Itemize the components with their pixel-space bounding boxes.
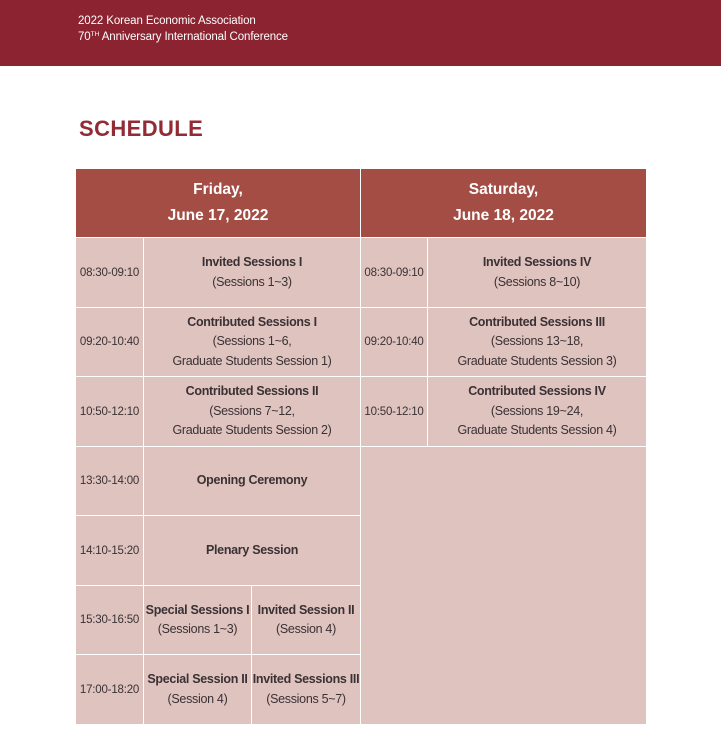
saturday-slot-2-time: 09:20-10:40 [364, 336, 424, 348]
row-divider [76, 307, 646, 308]
friday-slot-6-time: 15:30-16:50 [79, 614, 140, 626]
friday-slot-6-session-left [144, 586, 251, 654]
friday-slot-1-session [144, 238, 360, 307]
saturday-header-date: June 18, 2022 [453, 207, 554, 224]
session-detail: (Sessions 13~18, [490, 334, 584, 349]
session-title: Invited Sessions IV [482, 255, 592, 269]
row-divider [76, 585, 360, 586]
friday-slot-5-session [144, 516, 360, 585]
banner-line-2 [78, 31, 288, 43]
friday-header [76, 169, 360, 237]
saturday-slot-3-session [428, 377, 646, 446]
session-detail: (Session 4) [276, 622, 336, 636]
saturday-header-day: Saturday, [468, 181, 539, 198]
banner-line-2-text: Anniversary International Conference [99, 31, 288, 43]
friday-slot-3-time: 10:50-12:10 [79, 405, 140, 418]
session-title: Contributed Sessions II [185, 384, 319, 399]
header-divider [76, 237, 646, 238]
session-detail: Graduate Students Session 3) [457, 353, 617, 368]
session-title: Special Session II [147, 672, 248, 686]
session-detail: (Session 4) [167, 691, 228, 706]
session-detail: Graduate Students Session 2) [172, 423, 332, 438]
session-detail: (Sessions 8~10) [493, 274, 581, 289]
friday-slot-7-session-left [144, 655, 251, 724]
friday-slot-2-time: 09:20-10:40 [79, 336, 140, 348]
friday-slot-1-time: 08:30-09:10 [79, 266, 140, 279]
session-title: Special Sessions I [145, 602, 250, 617]
banner-ordinal-suffix: TH [90, 31, 100, 38]
session-title: Contributed Sessions III [469, 314, 605, 329]
friday-header-day: Friday, [193, 181, 243, 198]
banner-anniversary-number: 70 [78, 31, 91, 43]
saturday-time-divider [427, 238, 428, 446]
banner-line-1: 2022 Korean Economic Association [78, 15, 256, 27]
saturday-slot-1-time: 08:30-09:10 [364, 266, 424, 279]
friday-slot-5-time: 14:10-15:20 [79, 544, 140, 557]
session-detail: (Sessions 1~6, [212, 334, 292, 349]
friday-slot-4-session [144, 447, 360, 515]
saturday-header [361, 169, 646, 237]
session-detail: (Sessions 5~7) [266, 691, 346, 706]
session-detail: (Sessions 7~12, [209, 403, 295, 418]
session-title: Plenary Session [205, 542, 299, 557]
row-divider [76, 376, 646, 377]
session-title: Invited Sessions I [201, 255, 303, 269]
session-detail: Graduate Students Session 4) [457, 423, 617, 438]
friday-header-date: June 17, 2022 [167, 207, 269, 224]
page-title: SCHEDULE [79, 116, 204, 141]
session-detail: Graduate Students Session 1) [172, 353, 332, 368]
schedule-table [76, 169, 646, 724]
friday-slot-4-time: 13:30-14:00 [79, 475, 140, 487]
session-detail: (Sessions 1~3) [157, 622, 238, 636]
session-title: Contributed Sessions I [187, 314, 317, 329]
friday-slot-2-session [144, 308, 360, 376]
session-detail: (Sessions 19~24, [490, 403, 584, 418]
session-title: Opening Ceremony [196, 473, 308, 488]
parallel-session-divider [251, 586, 252, 724]
row-divider [76, 446, 646, 447]
friday-slot-3-session [144, 377, 360, 446]
session-title: Invited Session II [257, 602, 355, 617]
row-divider [76, 654, 360, 655]
saturday-slot-3-time: 10:50-12:10 [364, 405, 424, 418]
session-title: Contributed Sessions IV [468, 384, 606, 399]
session-title: Invited Sessions III [252, 672, 360, 686]
saturday-slot-1-session [428, 238, 646, 307]
saturday-slot-2-session [428, 308, 646, 376]
friday-slot-7-time: 17:00-18:20 [79, 683, 140, 696]
conference-banner [0, 0, 721, 66]
friday-slot-6-session-right [252, 586, 360, 654]
friday-time-divider [143, 238, 144, 724]
session-detail: (Sessions 1~3) [212, 274, 292, 289]
friday-slot-7-session-right [252, 655, 360, 724]
row-divider [76, 515, 360, 516]
